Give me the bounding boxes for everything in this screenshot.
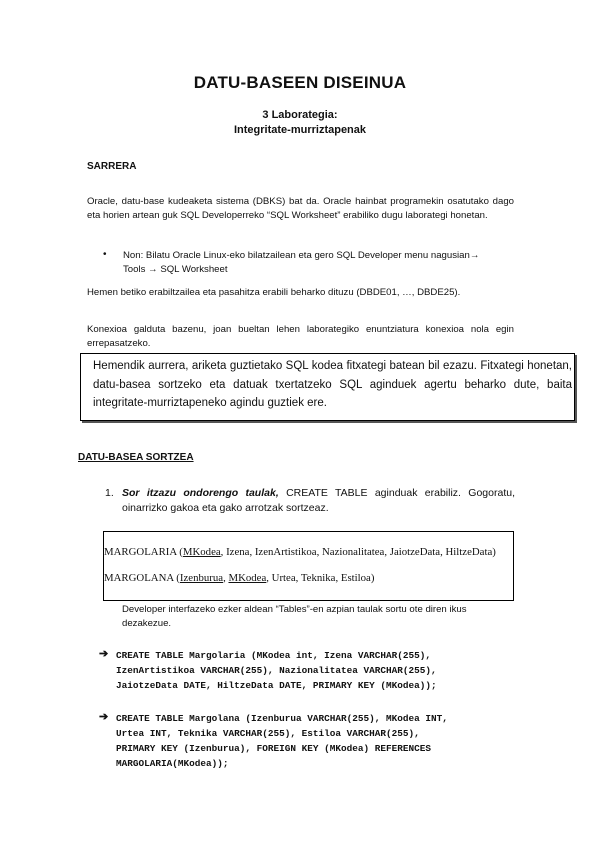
item-number: 1. bbox=[105, 487, 114, 499]
sql-code-margolana: CREATE TABLE Margolana (Izenburua VARCHAR(255), MKodea INT, Urtea INT, Teknika VARCHAR(255), Estiloa VARCHAR(255), PRIMARY KEY (Izenburua), FOREIGN KEY (MKodea) REFERENCES MARGOLARIA(MKodea)); bbox=[116, 713, 448, 769]
arrow-icon: ➔ bbox=[99, 711, 109, 723]
item-instruction bbox=[122, 486, 515, 516]
primary-key: MKodea bbox=[182, 546, 221, 558]
model-line-margolaria: MARGOLARIA (MKodea, Izena, IzenArtistikoa, Nazionalitatea, JaiotzeData, HiltzeData) bbox=[104, 546, 496, 558]
bullet-icon: • bbox=[103, 249, 107, 260]
primary-key: Izenburua bbox=[179, 572, 224, 584]
bullet-instructions: Non: Bilatu Oracle Linux-eko bilatzailean eta gero SQL Developer menu nagusian→ Tools → SQL Worksheet bbox=[123, 250, 480, 275]
intro-paragraph: Oracle, datu-base kudeaketa sistema (DBKS) bat da. Oracle hainbat programekin osatutako dago eta horien artean guk SQL Developerreko “SQL Worksheet” erabiliko dugu laborategi honetan. bbox=[87, 196, 514, 221]
relational-model-box bbox=[103, 531, 514, 601]
section-heading-create-db: DATU-BASEA SORTZEA bbox=[78, 452, 194, 463]
model-line-margolana: MARGOLANA (Izenburua, MKodea, Urtea, Teknika, Estiloa) bbox=[104, 572, 375, 584]
sql-code-margolaria: CREATE TABLE Margolaria (MKodea int, Izena VARCHAR(255), IzenArtistikoa VARCHAR(255), Nazionalitatea VARCHAR(255), JaiotzeData DATE, HiltzeData DATE, PRIMARY KEY (MKodea)); bbox=[116, 650, 437, 691]
lab-number: 3 Laborategia: bbox=[262, 109, 338, 121]
lab-subtitle: Integritate-murriztapenak bbox=[233, 124, 367, 136]
credentials-paragraph: Hemen betiko erabiltzailea eta pasahitza erabili beharko dituzu (DBDE01, …, DBDE25). bbox=[87, 287, 461, 298]
developer-note: Developer interfazeko ezker aldean “Tables”-en azpian taulak sortu ote diren ikus dezakezue. bbox=[122, 604, 467, 629]
boxed-note: Hemendik aurrera, ariketa guztietako SQL kodea fitxategi batean bil ezazu. Fitxategi honetan, datu-basea sortzeko eta datuak txertatzeko SQL aginduek agertu beharko dute, baita integritate-murriztapeneko agindu guztiek ere. bbox=[93, 360, 572, 409]
item-body: CREATE TABLE aginduak erabiliz. Gogoratu, oinarrizko gakoa eta gako arrotzak sortzeaz. bbox=[122, 487, 515, 514]
connection-paragraph: Konexioa galduta bazenu, joan bueltan lehen laborategiko enuntziatura konexioa nola egin errepasatzeko. bbox=[87, 324, 514, 349]
item-lead: Sor itzazu ondorengo taulak, bbox=[122, 487, 279, 499]
arrow-icon: ➔ bbox=[99, 648, 109, 660]
document-title: DATU-BASEEN DISEINUA bbox=[193, 73, 407, 92]
section-heading-intro: SARRERA bbox=[87, 161, 137, 172]
primary-key: MKodea bbox=[228, 572, 267, 584]
